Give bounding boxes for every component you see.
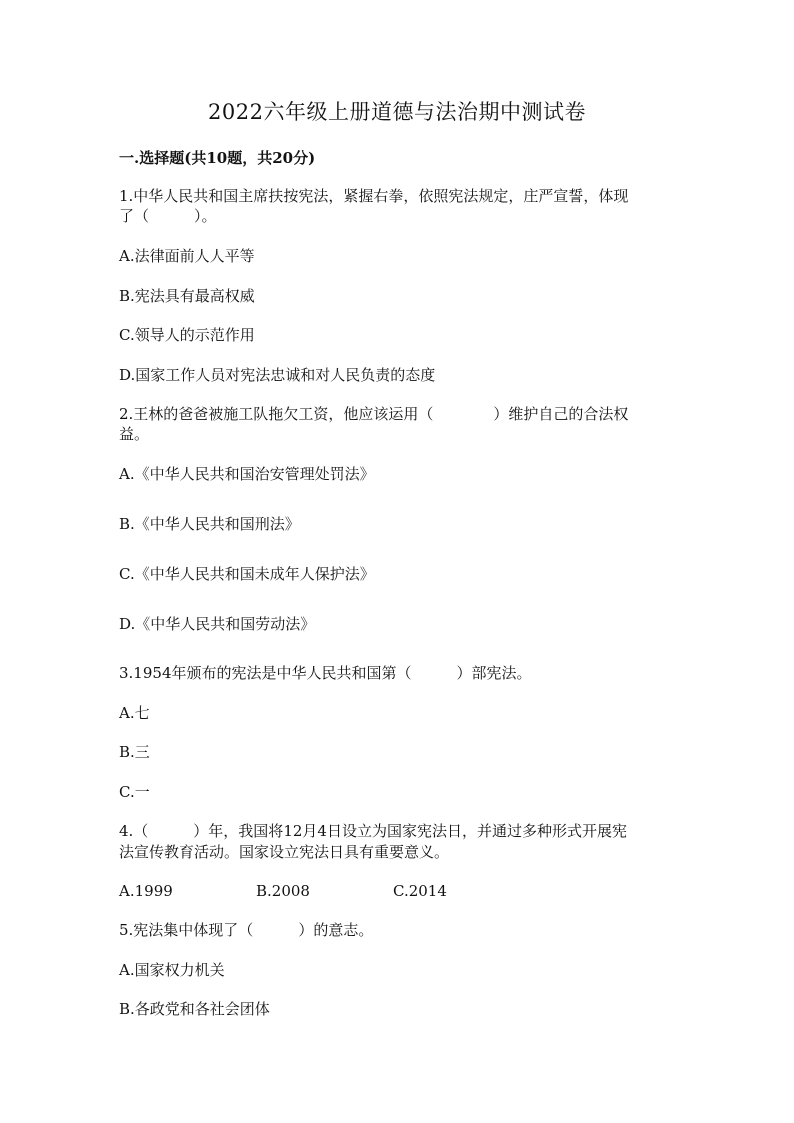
q2-option-b: B.《中华人民共和国刑法》 bbox=[119, 515, 300, 533]
exam-title: 2022六年级上册道德与法治期中测试卷 bbox=[208, 100, 586, 124]
q4-option-c: C.2014 bbox=[393, 882, 447, 900]
q4-option-a: A.1999 bbox=[119, 882, 173, 900]
q4-option-b: B.2008 bbox=[256, 882, 310, 900]
q4-options-row bbox=[119, 881, 679, 901]
question-1-line-1: 1.中华人民共和国主席扶按宪法，紧握右拳，依照宪法规定，庄严宣誓，体现 bbox=[119, 187, 629, 205]
question-3-line-1: 3.1954年颁布的宪法是中华人民共和国第（ ）部宪法。 bbox=[119, 664, 532, 682]
q2-option-d: D.《中华人民共和国劳动法》 bbox=[119, 615, 316, 633]
section-heading: 一.选择题(共10题，共20分) bbox=[119, 149, 316, 167]
question-2-line-1: 2.王林的爸爸被施工队拖欠工资，他应该运用（ ）维护自己的合法权 bbox=[119, 405, 629, 423]
q3-option-c: C.一 bbox=[119, 783, 150, 801]
q5-option-b: B.各政党和各社会团体 bbox=[119, 1000, 270, 1018]
question-5-line-1: 5.宪法集中体现了（ ）的意志。 bbox=[119, 921, 374, 939]
q5-option-a: A.国家权力机关 bbox=[119, 961, 225, 979]
q3-option-b: B.三 bbox=[119, 743, 150, 761]
q3-option-a: A.七 bbox=[119, 704, 150, 722]
q2-option-c: C.《中华人民共和国未成年人保护法》 bbox=[119, 565, 375, 583]
q2-option-a: A.《中华人民共和国治安管理处罚法》 bbox=[119, 465, 375, 483]
question-2-line-2: 益。 bbox=[119, 425, 150, 443]
question-1-line-2: 了（ ）。 bbox=[119, 207, 217, 225]
q1-option-a: A.法律面前人人平等 bbox=[119, 247, 255, 265]
q1-option-b: B.宪法具有最高权威 bbox=[119, 287, 255, 305]
q1-option-d: D.国家工作人员对宪法忠诚和对人民负责的态度 bbox=[119, 366, 436, 384]
question-4-line-1: 4.（ ）年，我国将12月4日设立为国家宪法日，并通过多种形式开展宪 bbox=[119, 822, 627, 840]
question-4-line-2: 法宣传教育活动。国家设立宪法日具有重要意义。 bbox=[119, 843, 450, 861]
q1-option-c: C.领导人的示范作用 bbox=[119, 326, 255, 344]
